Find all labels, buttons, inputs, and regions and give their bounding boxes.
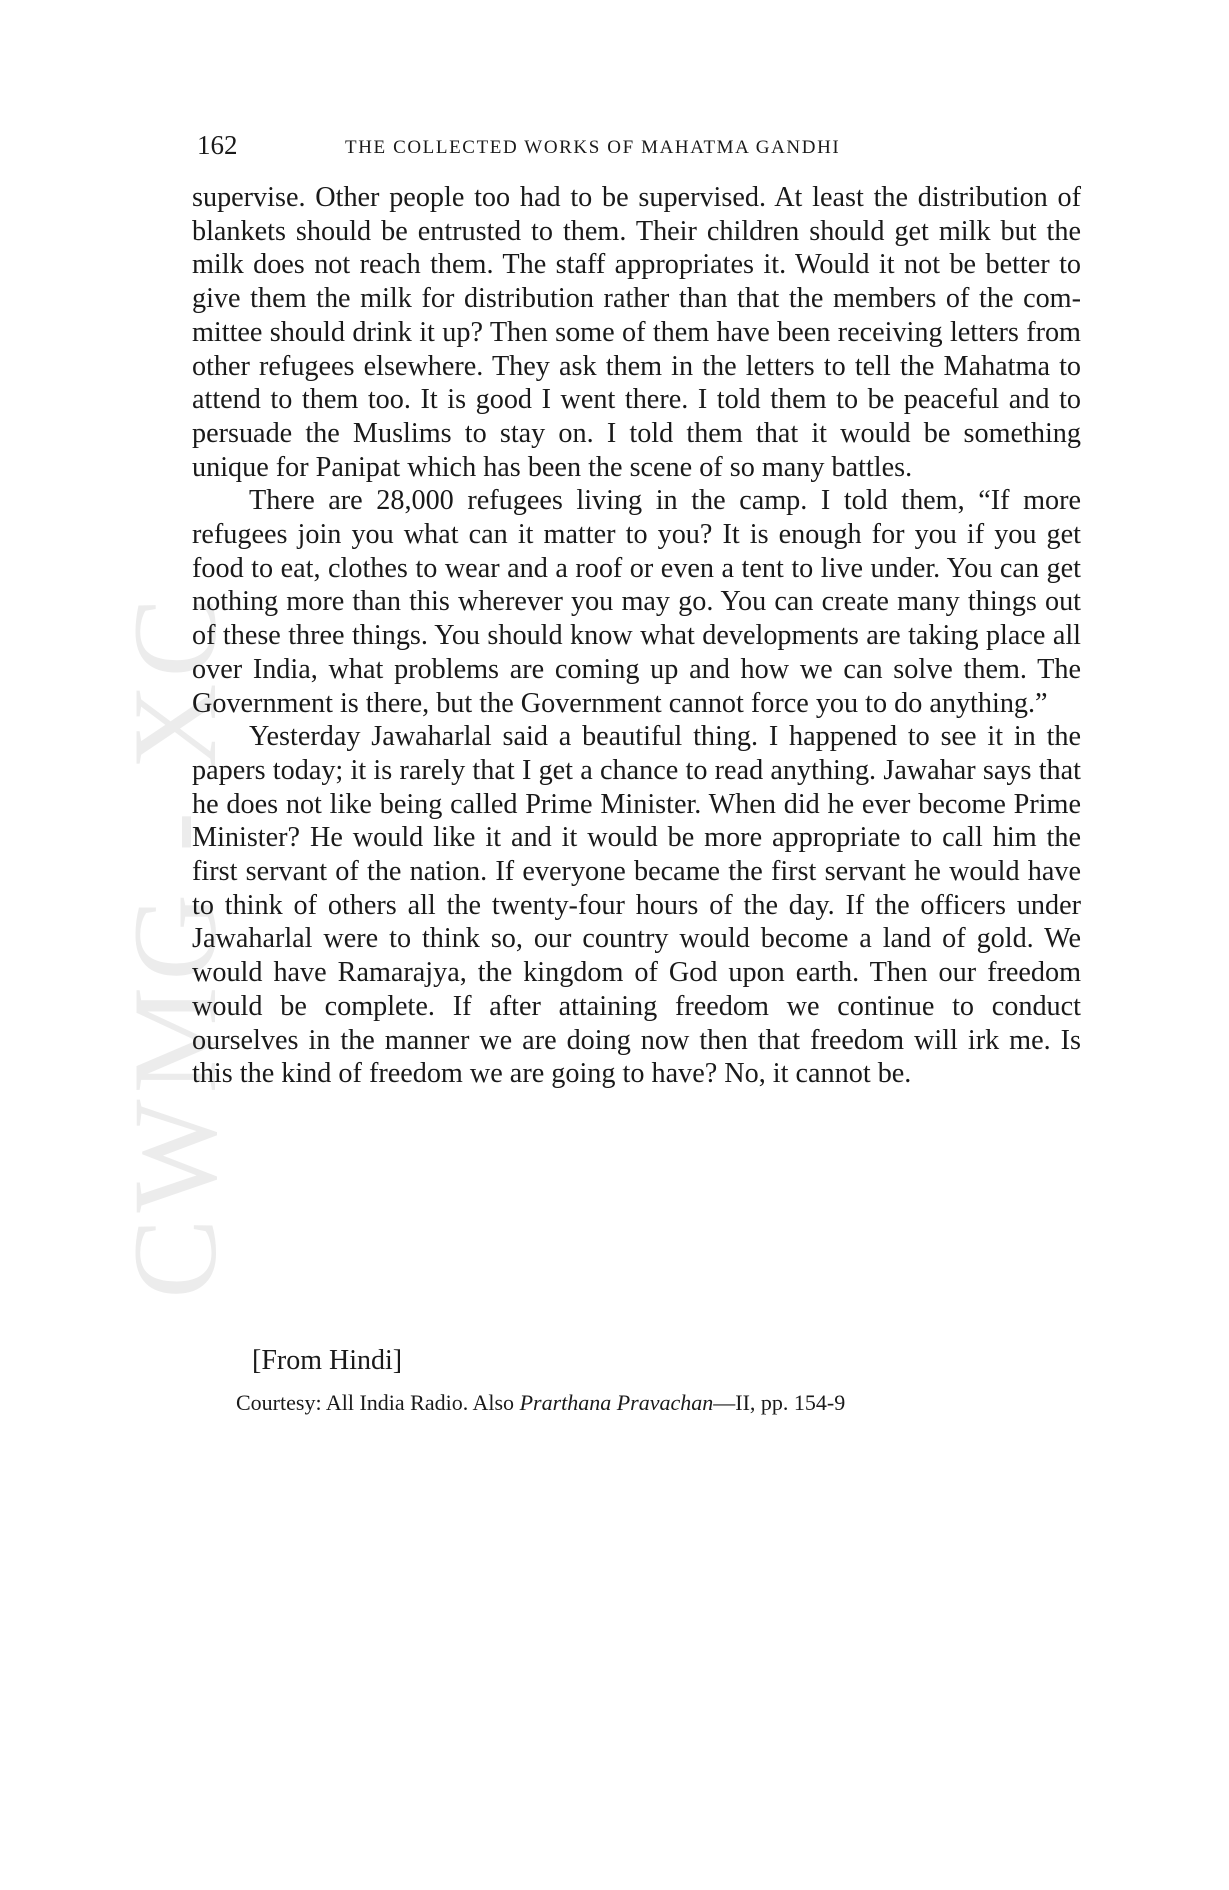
- paragraph-3: Yesterday Jawaharlal said a beautiful thing. I happened to see it in the papers today; it is rarely that I get a chance to read anything. Jawahar says that he does not like being called Prime Minister. When did he ever become Prime Minister? He would like it and it would be more appropriate to call him the first servant of the nation. If everyone became the first servant he would have to think of others all the twenty-four hours of the day. If the officers under Jawaharlal were to think so, our country would become a land of gold. We would have Ramarajya, the kingdom of God upon earth. Then our freedom would be complete. If after attaining freedom we continue to conduct ourselves in the manner we are doing now then that freedom will irk me. Is this the kind of freedom we are going to have? No, it cannot be.: [192, 721, 1081, 1090]
- page-number: 162: [197, 130, 238, 160]
- body-text: [192, 181, 1081, 1091]
- page-header: [197, 128, 1081, 162]
- courtesy-suffix: —II, pp. 154-9: [713, 1390, 846, 1415]
- paragraph-2: There are 28,000 refugees living in the camp. I told them, “If more refugees join you what can it matter to you? It is enough for you if you get food to eat, clothes to wear and a roof or even a tent to live under. You can get nothing more than this wherever you may go. You can create many things out of these three things. You should know what developments are taking place all over India, what problems are coming up and how we can solve them. The Government is there, but the Government cannot force you to do anything.”: [192, 485, 1081, 719]
- running-head: THE COLLECTED WORKS OF MAHATMA GANDHI: [345, 137, 841, 158]
- source-note: [From Hindi]: [252, 1345, 403, 1376]
- courtesy-title: Prarthana Pravachan: [519, 1390, 714, 1415]
- paragraph-1: supervise. Other people too had to be supervised. At least the distribution of blankets should be entrusted to them. Their children should get milk but the milk does not reach them. The staff appropriates it. Would it not be better to give them the milk for distribution rather than that the members of the committee should drink it up? Then some of them have been receiving letters from other refugees elsewhere. They ask them in the letters to tell the Mahatma to attend to them too. It is good I went there. I told them to be peaceful and to persuade the Muslims to stay on. I told them that it would be something unique for Panipat which has been the scene of so many battles.: [192, 182, 1081, 483]
- watermark-text: CWMG - XC: [108, 591, 241, 1299]
- courtesy-line: [236, 1388, 845, 1418]
- courtesy-prefix: Courtesy: All India Radio. Also: [236, 1390, 520, 1415]
